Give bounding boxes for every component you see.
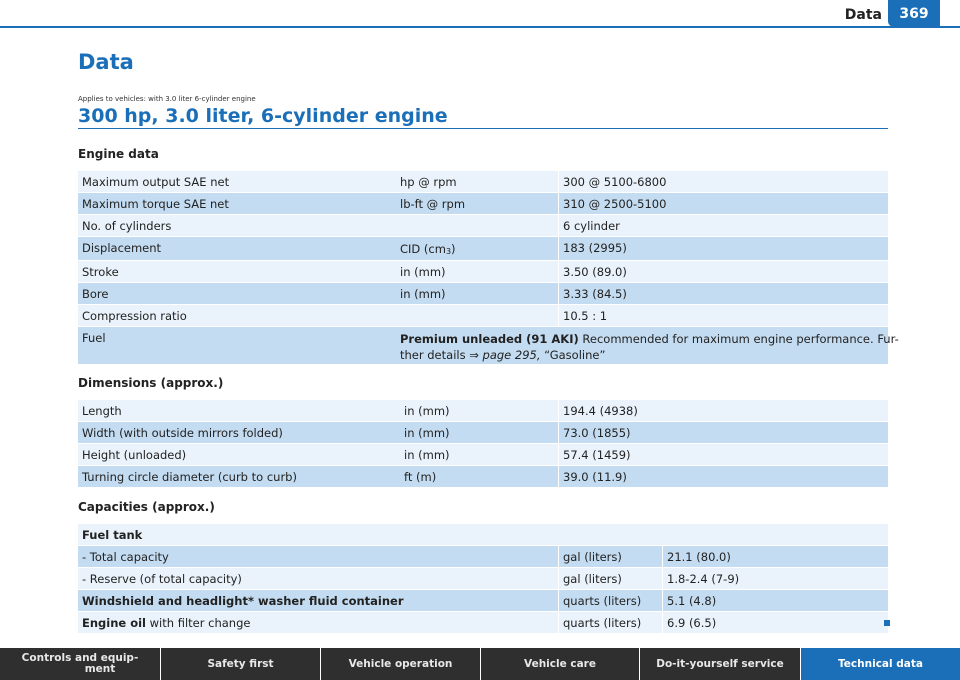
row-label: Height (unloaded) [82,447,187,462]
footer-tab-line: Controls and equip- [21,652,139,664]
row-value: 300 @ 5100-6800 [558,171,888,192]
row-value: 6.9 (6.5) [662,612,888,633]
table-row [78,283,888,305]
table-row [78,237,888,261]
fuel-text-2: ther details [400,348,470,362]
applies-to-note: Applies to vehicles: with 3.0 liter 6-cylinder engine [78,95,256,103]
row-unit: in (mm) [404,447,450,462]
fuel-line-1 [400,331,899,347]
table-row [78,215,888,237]
row-label: Windshield and headlight* washer fluid container [82,593,404,608]
row-label: - Reserve (of total capacity) [82,571,242,586]
row-value: 10.5 : 1 [558,305,888,326]
row-value: 3.50 (89.0) [558,261,888,282]
row-label: Maximum torque SAE net [82,196,229,211]
section-title: Data [78,50,134,74]
row-label: Maximum output SAE net [82,174,230,189]
row-label: Compression ratio [82,308,187,323]
row-unit: quarts (liters) [558,590,662,611]
row-label: Length [82,403,122,418]
page-number-badge: 369 [888,0,940,27]
row-unit: ft (m) [404,469,437,484]
fuel-tank-label: Fuel tank [82,527,143,542]
fuel-text-1: Recommended for maximum engine performance. Fur- [578,332,899,346]
table-row [78,261,888,283]
row-value: 3.33 (84.5) [558,283,888,304]
footer-tab-vehicle-care[interactable]: Vehicle care [481,648,640,680]
fuel-grade: Premium unleaded (91 AKI) [400,332,579,346]
fuel-line-2 [400,347,884,363]
row-label: Width (with outside mirrors folded) [82,425,283,440]
table-row [78,612,888,634]
row-unit: in (mm) [404,403,450,418]
row-unit [396,215,558,236]
row-value: 183 (2995) [558,237,888,260]
row-label: No. of cylinders [82,218,172,233]
row-unit: hp @ rpm [400,174,457,189]
footer-tab-label [22,653,139,675]
engine-oil-detail: with filter change [146,615,251,630]
table-row [78,171,888,193]
engine-title-rule [78,128,888,129]
engine-data-heading: Engine data [78,147,159,161]
unit-suffix: ) [451,242,456,256]
footer-tab-vehicle-operation[interactable]: Vehicle operation [321,648,481,680]
row-value: 310 @ 2500-5100 [558,193,888,214]
arrow-right-icon: ⇒ [469,348,479,362]
header-title: Data [844,7,882,23]
row-value: 21.1 (80.0) [662,546,888,567]
capacities-heading: Capacities (approx.) [78,500,215,514]
row-value: 57.4 (1459) [558,444,888,465]
section-end-square-icon [884,620,890,626]
header-rule [0,26,960,28]
table-row [78,400,888,422]
footer-tab-controls[interactable] [0,648,161,680]
table-row [78,568,888,590]
unit-prefix: CID (cm [400,242,446,256]
row-label: Displacement [82,241,162,255]
row-label [78,612,558,633]
row-label: - Total capacity [82,549,169,564]
row-value: 39.0 (11.9) [558,466,888,487]
dimensions-heading: Dimensions (approx.) [78,376,224,390]
unit-superscript: 3 [445,247,452,256]
engine-data-table [78,171,899,365]
table-row [78,590,888,612]
row-value: 5.1 (4.8) [662,590,888,611]
engine-oil-label: Engine oil [82,615,146,630]
capacities-table [78,524,888,634]
row-value: 194.4 (4938) [558,400,888,421]
footer-tab-diy-service[interactable]: Do-it-yourself service [640,648,801,680]
fuel-text-3: “Gasoline” [540,348,606,362]
row-label: Turning circle diameter (curb to curb) [82,469,297,484]
row-unit: gal (liters) [558,546,662,567]
row-unit: in (mm) [404,425,450,440]
table-row [78,305,888,327]
row-unit [396,237,558,260]
row-unit: lb-ft @ rpm [400,196,466,211]
fuel-description [396,327,899,367]
row-value: 1.8-2.4 (7-9) [662,568,888,589]
table-row-fuel [78,327,899,365]
row-label: Fuel [82,331,106,345]
table-row [78,524,888,546]
row-unit: in (mm) [400,286,446,301]
footer-nav [0,648,960,680]
footer-tab-line: ment [84,663,116,675]
table-row [78,193,888,215]
engine-title: 300 hp, 3.0 liter, 6-cylinder engine [78,105,448,127]
row-unit [396,305,558,326]
row-unit: gal (liters) [558,568,662,589]
table-row [78,466,888,488]
row-value: 73.0 (1855) [558,422,888,443]
footer-tab-safety[interactable]: Safety first [161,648,321,680]
row-value: 6 cylinder [558,215,888,236]
footer-tab-technical-data[interactable]: Technical data [801,648,960,680]
dimensions-table [78,400,888,488]
page-reference-link[interactable]: page 295, [478,348,541,362]
table-row [78,546,888,568]
row-label: Stroke [82,264,119,279]
row-unit: in (mm) [400,264,446,279]
row-label: Bore [82,286,109,301]
table-row [78,444,888,466]
row-unit: quarts (liters) [558,612,662,633]
table-row [78,422,888,444]
